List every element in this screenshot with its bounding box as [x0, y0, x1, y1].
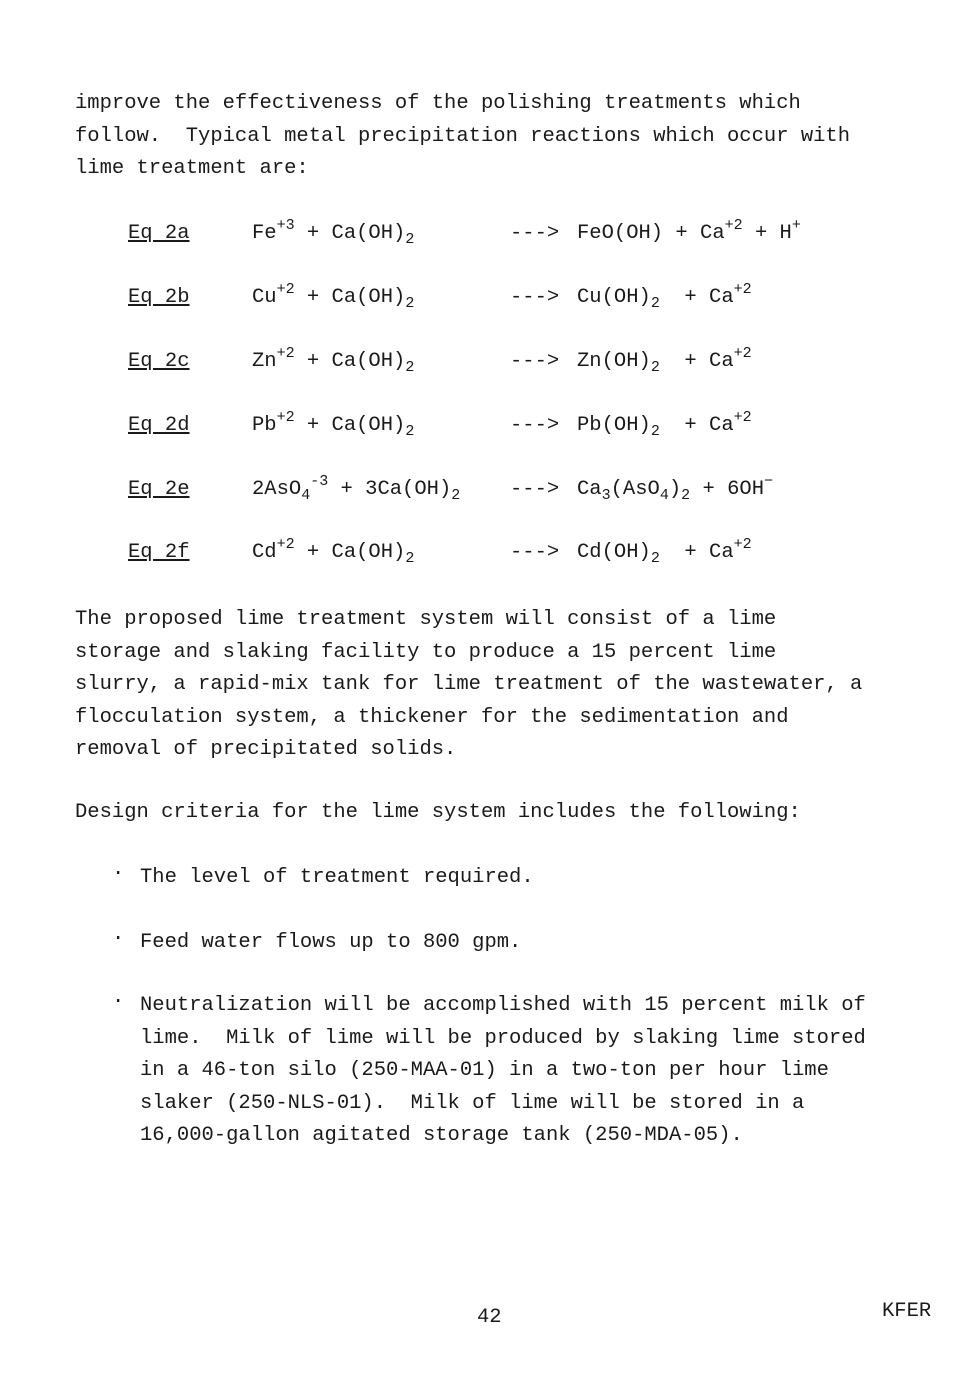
criteria-intro: Design criteria for the lime system includes the following:	[75, 801, 801, 824]
bullet-text: Neutralization will be accomplished with 15 percent milk of lime. Milk of lime will be produced by slaking lime stored in a 46-ton silo (250-MAA-01) in a two-ton per hour lime slaker (250-NLS-01). Milk of lime will be stored in a 16,000-gallon agitated storage tank (250-MDA-05).	[140, 994, 866, 1147]
equation-lhs: $Zn^{+2} + Ca(OH)_2$	[252, 345, 415, 376]
equation-label: Eq 2a	[128, 222, 190, 245]
equation-rhs: $Pb(OH)_2 + Ca^{+2}$	[577, 409, 752, 440]
reaction-arrow: --->	[510, 414, 560, 437]
equation-lhs: $Pb^{+2} + Ca(OH)_2$	[252, 409, 415, 440]
equation-label: Eq 2b	[128, 286, 190, 309]
equation-row	[0, 473, 973, 518]
bullet-icon: ·	[112, 927, 125, 950]
equation-rhs: $FeO(OH) + Ca^{+2} + H^+$	[577, 217, 801, 245]
system-paragraph: The proposed lime treatment system will consist of a lime storage and slaking facility to produce a 15 percent lime slurry, a rapid-mix tank for lime treatment of the wastewater, a flocculation system, a thickener for the sedimentation and removal of precipitated solids.	[75, 608, 863, 761]
equation-lhs: $2AsO_4^{-3} + 3Ca(OH)_2$	[252, 473, 461, 504]
equation-rhs: $Cu(OH)_2 + Ca^{+2}$	[577, 281, 752, 312]
equation-label: Eq 2c	[128, 350, 190, 373]
bullet-text: The level of treatment required.	[140, 866, 534, 889]
bullet-text: Feed water flows up to 800 gpm.	[140, 931, 522, 954]
equation-row	[0, 281, 973, 326]
equation-rhs: $Cd(OH)_2 + Ca^{+2}$	[577, 536, 752, 567]
equation-lhs: $Cd^{+2} + Ca(OH)_2$	[252, 536, 415, 567]
intro-paragraph: improve the effectiveness of the polishing treatments which follow. Typical metal precipitation reactions which occur with lime treatment are:	[75, 92, 851, 180]
reaction-arrow: --->	[510, 478, 560, 501]
reaction-arrow: --->	[510, 222, 560, 245]
reaction-arrow: --->	[510, 350, 560, 373]
bullet-icon: ·	[112, 990, 125, 1013]
page-number: 42	[477, 1306, 502, 1329]
reaction-arrow: --->	[510, 286, 560, 309]
equation-row	[0, 217, 973, 262]
reaction-arrow: --->	[510, 541, 560, 564]
equation-row	[0, 536, 973, 581]
equation-rhs: $Zn(OH)_2 + Ca^{+2}$	[577, 345, 752, 376]
equation-label: Eq 2e	[128, 478, 190, 501]
document-code: KFER	[882, 1300, 932, 1323]
equation-lhs: $Cu^{+2} + Ca(OH)_2$	[252, 281, 415, 312]
equation-rhs: $Ca_3(AsO_4)_2 + 6OH^-$	[577, 473, 774, 504]
bullet-icon: ·	[112, 862, 125, 885]
equation-row	[0, 409, 973, 454]
equation-lhs: $Fe^{+3} + Ca(OH)_2$	[252, 217, 415, 248]
equation-label: Eq 2d	[128, 414, 190, 437]
equation-row	[0, 345, 973, 390]
equation-label: Eq 2f	[128, 541, 190, 564]
